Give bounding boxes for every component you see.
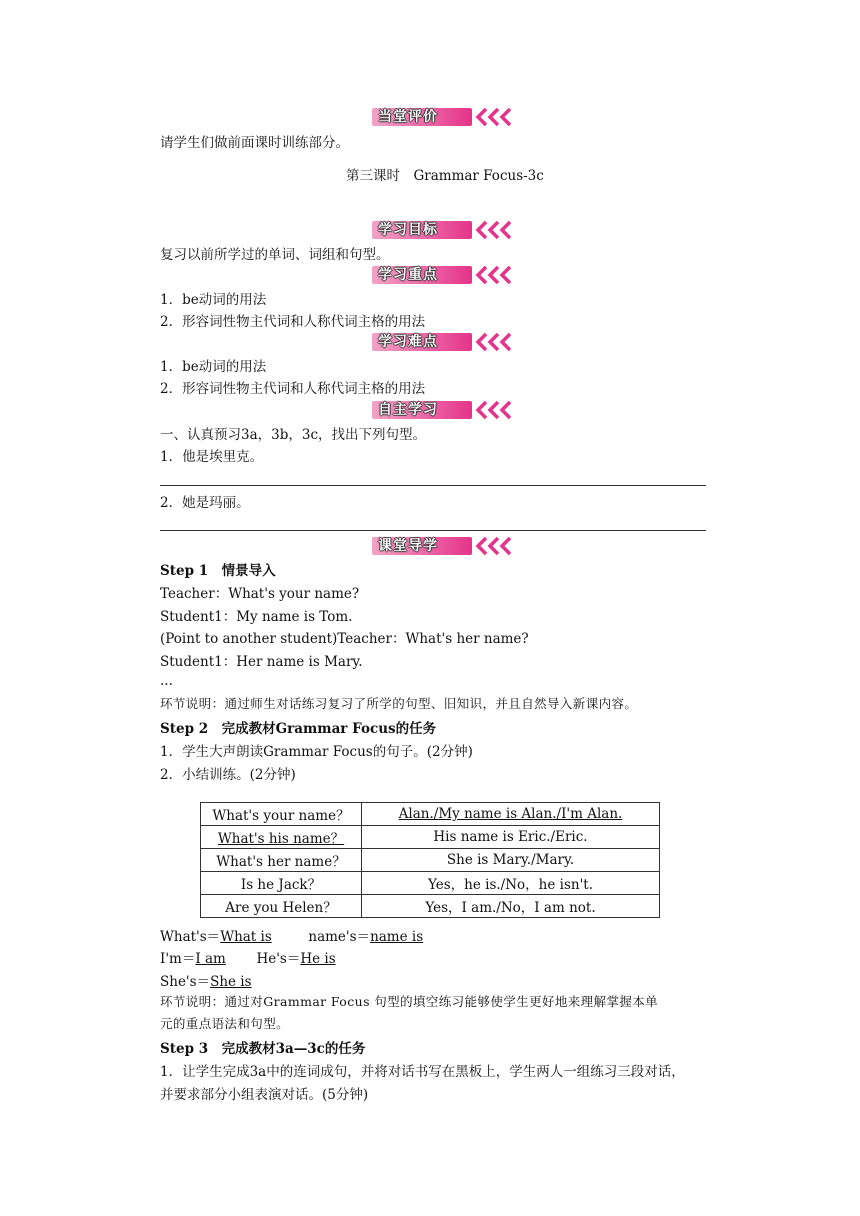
contraction-row-1 xyxy=(160,925,423,945)
dialogue-line: Student1：Her name is Mary. xyxy=(160,654,363,670)
question-cell: What's her name？ xyxy=(201,849,362,872)
objective-text: 复习以前所学过的单词、词组和句型。 xyxy=(160,247,390,263)
banner-objectives xyxy=(372,219,522,241)
answer-line-2 xyxy=(160,530,706,531)
table-row xyxy=(201,803,660,826)
answer-line-1 xyxy=(160,485,706,486)
banner-label: 当堂评价 xyxy=(378,109,438,125)
answer-cell: Yes，I am./No，I am not. xyxy=(362,895,660,918)
difficulty-1: 1．be动词的用法 xyxy=(160,359,267,375)
step2-note-line-1: 环节说明：通过对Grammar Focus 句型的填空练习能够使学生更好地来理解掌握本单 xyxy=(160,994,659,1009)
self-study-intro: 一、认真预习3a，3b，3c，找出下列句型。 xyxy=(160,427,427,443)
table-row xyxy=(201,872,660,895)
self-study-item-1: 1．他是埃里克。 xyxy=(160,449,264,465)
step1-note: 环节说明：通过师生对话练习复习了所学的句型、旧知识，并且自然导入新课内容。 xyxy=(160,696,638,711)
difficulty-2: 2．形容词性物主代词和人称代词主格的用法 xyxy=(160,381,426,397)
banner-self-study xyxy=(372,399,522,421)
contraction-term: I'm＝ xyxy=(160,951,196,967)
contraction-row-3 xyxy=(160,970,252,990)
chevrons-icon xyxy=(472,264,522,286)
banner-label: 学习难点 xyxy=(378,334,438,350)
contraction-term: He's＝ xyxy=(256,951,301,967)
banner-classroom xyxy=(372,535,522,557)
key-point-2: 2．形容词性物主代词和人称代词主格的用法 xyxy=(160,314,426,330)
dialogue-line: ... xyxy=(160,673,173,689)
step2-heading: Step 2 完成教材Grammar Focus的任务 xyxy=(160,721,437,737)
step3-item-1-line-1: 1．让学生完成3a中的连词成句，并将对话书写在黑板上，学生两人一组练习三段对话， xyxy=(160,1064,685,1080)
key-point-1: 1．be动词的用法 xyxy=(160,292,267,308)
question-cell: What's his name？ xyxy=(201,826,362,849)
contraction-answer: I am xyxy=(195,951,226,967)
question-cell: Are you Helen？ xyxy=(201,895,362,918)
chevrons-icon xyxy=(472,219,522,241)
banner-label: 学习目标 xyxy=(378,222,438,238)
banner-difficulties xyxy=(372,331,522,353)
banner-key-points xyxy=(372,264,522,286)
table-row xyxy=(201,895,660,918)
question-cell: What's your name？ xyxy=(201,803,362,826)
step1-heading: Step 1 情景导入 xyxy=(160,563,276,579)
chevrons-icon xyxy=(472,106,522,128)
banner-evaluation xyxy=(372,106,522,128)
answer-cell: Yes，he is./No，he isn't. xyxy=(362,872,660,895)
lesson-title: 第三课时 Grammar Focus-3c xyxy=(346,168,544,184)
intro-line: 请学生们做前面课时训练部分。 xyxy=(160,135,349,151)
step3-item-1-line-2: 并要求部分小组表演对话。(5分钟) xyxy=(160,1087,369,1103)
step3-heading: Step 3 完成教材3a—3c的任务 xyxy=(160,1041,366,1057)
contraction-term: She's＝ xyxy=(160,974,211,990)
banner-label: 学习重点 xyxy=(378,267,438,283)
contraction-term: What's＝ xyxy=(160,929,221,945)
step2-item-2: 2．小结训练。(2分钟) xyxy=(160,767,296,783)
contraction-answer: name is xyxy=(370,929,424,945)
step2-note-line-2: 元的重点语法和句型。 xyxy=(160,1016,290,1031)
dialogue-line: (Point to another student)Teacher：What's her name? xyxy=(160,631,529,647)
answer-cell: Alan./My name is Alan./I'm Alan. xyxy=(362,803,660,826)
grammar-focus-table xyxy=(200,802,660,918)
chevrons-icon xyxy=(472,399,522,421)
self-study-item-2: 2．她是玛丽。 xyxy=(160,495,250,511)
chevrons-icon xyxy=(472,535,522,557)
chevrons-icon xyxy=(472,331,522,353)
contraction-answer: What is xyxy=(220,929,272,945)
dialogue-line: Student1：My name is Tom. xyxy=(160,609,353,625)
step2-item-1: 1．学生大声朗读Grammar Focus的句子。(2分钟) xyxy=(160,744,473,760)
table-row xyxy=(201,826,660,849)
dialogue-line: Teacher：What's your name? xyxy=(160,586,360,602)
answer-cell: His name is Eric./Eric. xyxy=(362,826,660,849)
answer-cell: She is Mary./Mary. xyxy=(362,849,660,872)
contraction-term: name's＝ xyxy=(308,929,371,945)
contraction-row-2 xyxy=(160,947,336,967)
contraction-answer: He is xyxy=(300,951,336,967)
banner-label: 课堂导学 xyxy=(378,538,438,554)
question-cell: Is he Jack？ xyxy=(201,872,362,895)
banner-label: 自主学习 xyxy=(378,402,438,418)
table-row xyxy=(201,849,660,872)
contraction-answer: She is xyxy=(210,974,252,990)
